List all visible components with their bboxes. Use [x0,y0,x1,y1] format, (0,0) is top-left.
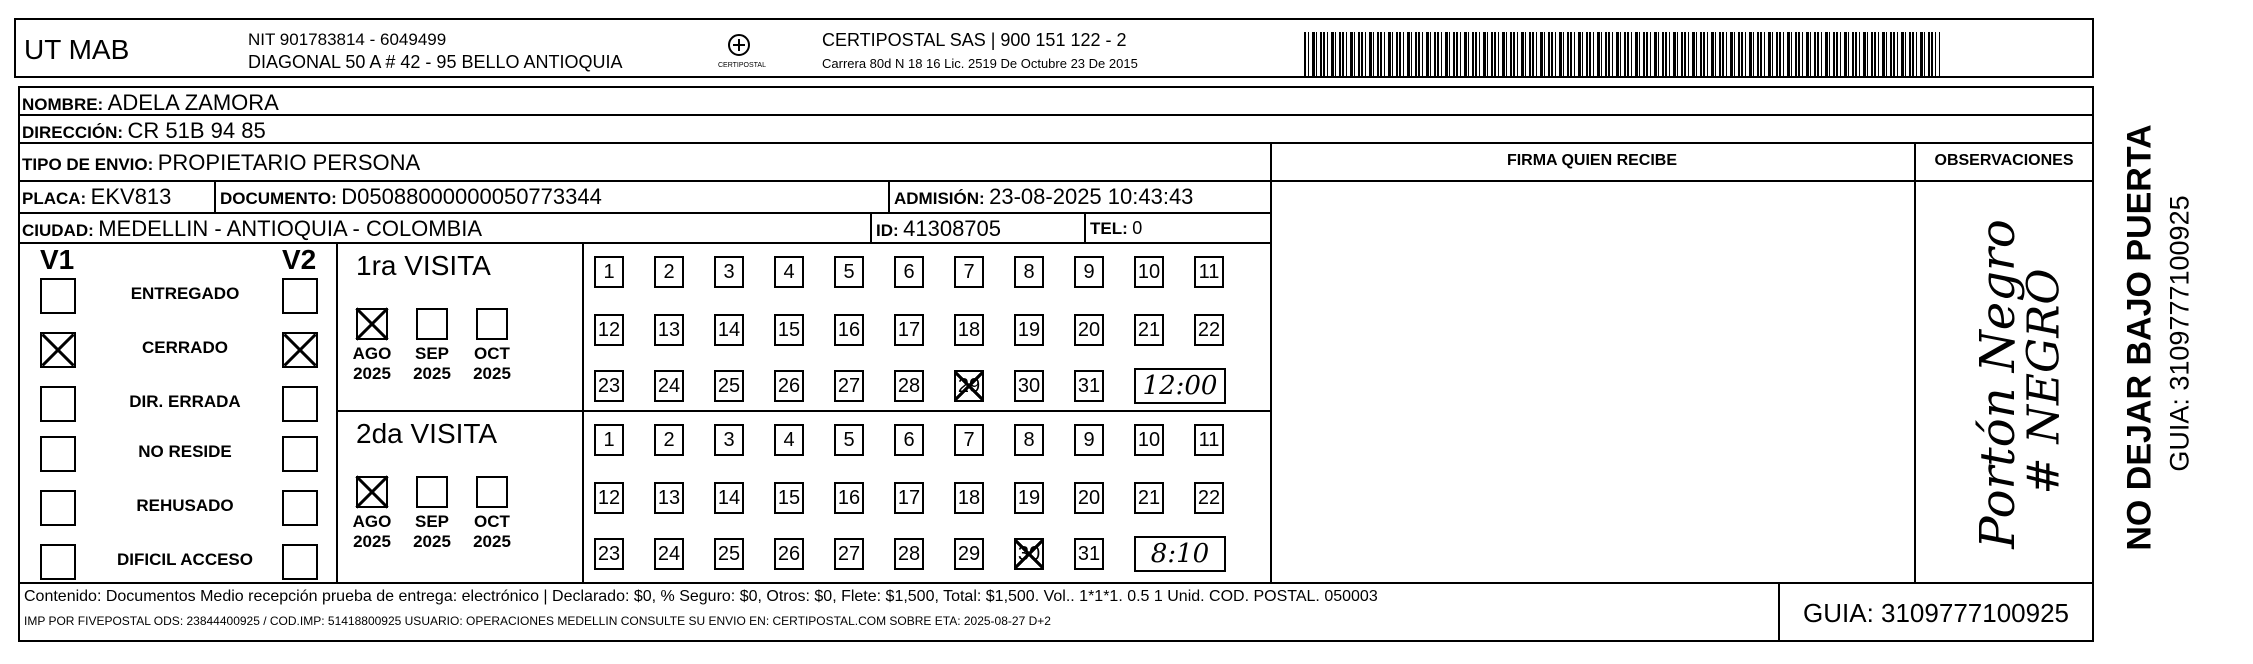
ciudad-value: MEDELLIN - ANTIOQUIA - COLOMBIA [98,216,483,241]
day-box[interactable]: 27 [834,538,864,570]
year-label: 2025 [473,532,511,551]
visit-time: 12:00 [1134,368,1226,404]
nombre-value: ADELA ZAMORA [107,90,279,115]
day-box[interactable]: 31 [1074,370,1104,402]
tel-value: 0 [1132,218,1143,238]
month-checkbox[interactable] [416,476,448,508]
v2-label: V2 [282,244,317,275]
day-box[interactable]: 21 [1134,314,1164,346]
day-box[interactable]: 30 [1014,370,1044,402]
month-label: OCT [474,344,510,363]
day-box[interactable]: 31 [1074,538,1104,570]
v1-checkbox[interactable] [40,490,76,526]
day-box[interactable]: 14 [714,314,744,346]
admision-row [894,184,1193,210]
day-box[interactable]: 26 [774,370,804,402]
month-label: SEP [414,512,450,531]
day-box[interactable]: 10 [1134,256,1164,288]
day-box[interactable]: 15 [774,482,804,514]
side-guia: GUIA: 3109777100925 [2164,195,2195,472]
day-box[interactable]: 9 [1074,424,1104,456]
day-box[interactable]: 30 [1014,538,1044,570]
day-box[interactable]: 25 [714,370,744,402]
v2-checkbox[interactable] [282,544,318,580]
day-box[interactable]: 8 [1014,256,1044,288]
observaciones-label: OBSERVACIONES [1934,152,2074,169]
v2-checkbox[interactable] [282,332,318,368]
day-box[interactable]: 11 [1194,424,1224,456]
id-label: ID: [876,221,899,240]
month-checkbox[interactable] [476,476,508,508]
day-box[interactable]: 1 [594,424,624,456]
firma-area[interactable] [1272,182,1912,580]
day-box[interactable]: 2 [654,424,684,456]
placa-value: EKV813 [90,184,172,209]
day-box[interactable]: 14 [714,482,744,514]
documento-value: D05088000000050773344 [341,184,602,209]
day-box[interactable]: 15 [774,314,804,346]
visit-time: 8:10 [1134,536,1226,572]
day-box[interactable]: 29 [954,538,984,570]
day-box[interactable]: 13 [654,482,684,514]
footer-impresion: IMP POR FIVEPOSTAL ODS: 23844400925 / COD.IMP: 51418800925 USUARIO: OPERACIONES MEDELLIN CONSULTE SU ENVIO EN: CERTIPOSTAL.COM SOBRE ETA: 2025-08-27 D+2 [24,614,1051,628]
day-box[interactable]: 22 [1194,482,1224,514]
status-label: DIFICIL ACCESO [116,550,253,569]
day-box[interactable]: 21 [1134,482,1164,514]
day-box[interactable]: 22 [1194,314,1224,346]
day-box[interactable]: 10 [1134,424,1164,456]
status-label: CERRADO [142,338,228,357]
day-box[interactable]: 7 [954,424,984,456]
carrier-license: Carrera 80d N 18 16 Lic. 2519 De Octubre 23 De 2015 [822,56,1138,71]
direccion-value: CR 51B 94 85 [127,118,266,143]
day-box[interactable]: 18 [954,314,984,346]
day-box[interactable]: 6 [894,424,924,456]
day-box[interactable]: 16 [834,314,864,346]
day-box[interactable]: 28 [894,370,924,402]
day-box[interactable]: 7 [954,256,984,288]
status-label: REHUSADO [136,496,234,515]
month-label: AGO [352,344,392,363]
month-label: AGO [352,512,392,531]
month-checkbox[interactable] [356,308,388,340]
status-label: NO RESIDE [138,442,232,461]
documento-label: DOCUMENTO: [220,189,337,208]
barcode [1304,32,1940,76]
placa-label: PLACA: [22,189,87,208]
year-label: 2025 [353,364,391,383]
tipo-envio-label: TIPO DE ENVIO: [22,155,154,174]
day-box[interactable]: 5 [834,424,864,456]
nombre-label: NOMBRE: [22,95,104,114]
company-address: DIAGONAL 50 A # 42 - 95 BELLO ANTIOQUIA [248,52,623,72]
v2-checkbox[interactable] [282,278,318,314]
year-label: 2025 [473,364,511,383]
day-box[interactable]: 12 [594,482,624,514]
day-box[interactable]: 23 [594,370,624,402]
v1-checkbox[interactable] [40,544,76,580]
day-box[interactable]: 11 [1194,256,1224,288]
tipo-envio-value: PROPIETARIO PERSONA [157,150,421,175]
admision-value: 23-08-2025 10:43:43 [989,184,1194,209]
no-dejar-bajo-puerta: NO DEJAR BAJO PUERTA [2120,124,2159,551]
ciudad-row [22,216,482,242]
day-box[interactable]: 4 [774,424,804,456]
year-label: 2025 [413,532,451,551]
tipo-envio-row [22,150,420,176]
observaciones-handwriting-1: Portón Negro [1970,219,2026,549]
day-box[interactable]: 1 [594,256,624,288]
v1-checkbox[interactable] [40,278,76,314]
day-box[interactable]: 24 [654,538,684,570]
footer-guia: GUIA: 3109777100925 [1803,598,2069,628]
ciudad-label: CIUDAD: [22,221,94,240]
year-label: 2025 [353,532,391,551]
tel-label: TEL: [1090,219,1128,238]
nombre-row [22,90,279,116]
admision-label: ADMISIÓN: [894,189,985,208]
day-box[interactable]: 13 [654,314,684,346]
observaciones-handwriting-2: # NEGRO [2018,268,2070,495]
day-box[interactable]: 26 [774,538,804,570]
footer-contenido: Contenido: Documentos Medio recepción prueba de entrega: electrónico | Declarado: $0, % Seguro: $0, Otros: $0, Flete: $1,500, Total: $1,500. Vol.. 1*1*1. 0.5 1 Unid. COD. POSTAL. 050003 [24,588,1378,605]
v1-checkbox[interactable] [40,332,76,368]
logo-text: CERTIPOSTAL [718,62,766,69]
day-box[interactable]: 18 [954,482,984,514]
day-box[interactable]: 20 [1074,482,1104,514]
v2-checkbox[interactable] [282,386,318,422]
v1-checkbox[interactable] [40,386,76,422]
day-box[interactable]: 16 [834,482,864,514]
day-box[interactable]: 25 [714,538,744,570]
day-box[interactable]: 3 [714,256,744,288]
day-box[interactable]: 19 [1014,482,1044,514]
company-name: UT MAB [24,34,130,65]
day-box[interactable]: 27 [834,370,864,402]
month-checkbox[interactable] [356,476,388,508]
observaciones-area [1916,186,2092,580]
day-box[interactable]: 5 [834,256,864,288]
day-box[interactable]: 8 [1014,424,1044,456]
day-box[interactable]: 6 [894,256,924,288]
status-label: ENTREGADO [130,284,240,303]
day-box[interactable]: 23 [594,538,624,570]
id-row [876,216,1001,242]
certipostal-logo-icon [722,32,756,66]
day-box[interactable]: 17 [894,482,924,514]
day-box[interactable]: 3 [714,424,744,456]
status-label: DIR. ERRADA [129,392,241,411]
month-label: SEP [414,344,450,363]
day-box[interactable]: 12 [594,314,624,346]
documento-row [220,184,602,210]
day-box[interactable]: 20 [1074,314,1104,346]
day-box[interactable]: 29 [954,370,984,402]
v2-checkbox[interactable] [282,436,318,472]
carrier-name: CERTIPOSTAL SAS | 900 151 122 - 2 [822,30,1127,50]
tel-row [1090,218,1142,239]
v1-label: V1 [40,244,75,275]
day-box[interactable]: 24 [654,370,684,402]
direccion-label: DIRECCIÓN: [22,123,124,142]
v2-checkbox[interactable] [282,490,318,526]
firma-label: FIRMA QUIEN RECIBE [1506,152,1678,169]
visit-title: 1ra VISITA [356,250,491,281]
day-box[interactable]: 17 [894,314,924,346]
v1-checkbox[interactable] [40,436,76,472]
company-nit: NIT 901783814 - 6049499 [248,30,447,49]
id-value: 41308705 [903,216,1002,241]
day-box[interactable]: 28 [894,538,924,570]
day-box[interactable]: 9 [1074,256,1104,288]
visit-title: 2da VISITA [356,418,498,449]
month-label: OCT [474,512,510,531]
month-checkbox[interactable] [416,308,448,340]
year-label: 2025 [413,364,451,383]
direccion-row [22,118,266,144]
placa-row [22,184,171,210]
day-box[interactable]: 4 [774,256,804,288]
day-box[interactable]: 2 [654,256,684,288]
day-box[interactable]: 19 [1014,314,1044,346]
month-checkbox[interactable] [476,308,508,340]
